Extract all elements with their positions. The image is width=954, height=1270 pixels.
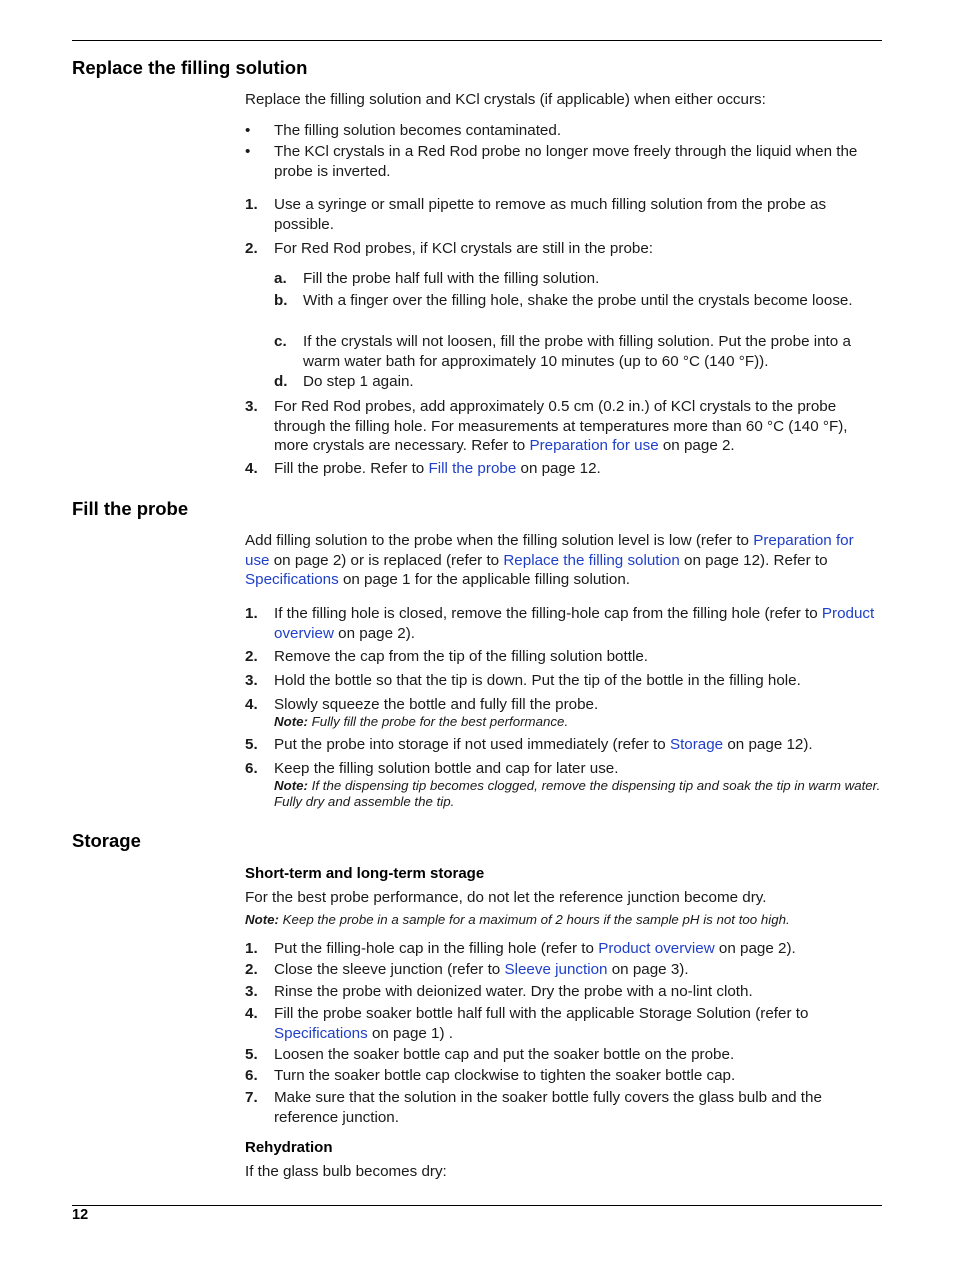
step-item: 1. If the filling hole is closed, remove the filling-hole cap from the filling hole (refer to Product overview on page 2). bbox=[245, 605, 875, 642]
substep-item: c. If the crystals will not loosen, fill the probe with filling solution. Put the probe into a warm water bath for approximately 10 minutes (up to 60 °C (140 °F)). bbox=[274, 333, 851, 370]
link-preparation-for-use[interactable]: Preparation for use bbox=[245, 532, 854, 569]
replace-intro: Replace the filling solution and KCl crystals (if applicable) when either occurs: bbox=[245, 91, 766, 108]
link-product-overview[interactable]: Product overview bbox=[598, 940, 715, 957]
step-item: 4. Fill the probe. Refer to Fill the probe on page 12. bbox=[245, 460, 601, 477]
bottom-rule bbox=[72, 1205, 882, 1206]
step-item: 4. Slowly squeeze the bottle and fully fill the probe. Note: Fully fill the probe for the best performance. bbox=[245, 695, 882, 730]
substep-item: d. Do step 1 again. bbox=[274, 373, 414, 390]
step-item: 3. For Red Rod probes, add approximately 0.5 cm (0.2 in.) of KCl crystals to the probe through the filling hole. For measurements at temperatures more than 60 °C (140 °F), more crystals are necessary. Refer to Preparation for use on page 2. bbox=[245, 398, 848, 454]
substep-item: a. Fill the probe half full with the filling solution. bbox=[274, 270, 600, 287]
list-item: • The KCl crystals in a Red Rod probe no longer move freely through the liquid when the probe is inverted. bbox=[245, 143, 858, 180]
step-item: 5. Put the probe into storage if not used immediately (refer to Storage on page 12). bbox=[245, 736, 813, 753]
link-fill-the-probe[interactable]: Fill the probe bbox=[428, 460, 517, 477]
step-item: 1. Put the filling-hole cap in the filling hole (refer to Product overview on page 2). bbox=[245, 940, 796, 957]
storage-intro: For the best probe performance, do not let the reference junction become dry. bbox=[245, 889, 767, 906]
step-item: 2. Close the sleeve junction (refer to Sleeve junction on page 3). bbox=[245, 961, 689, 978]
step-item: 7. Make sure that the solution in the soaker bottle fully covers the glass bulb and the reference junction. bbox=[245, 1089, 822, 1126]
link-replace-the-filling-solution[interactable]: Replace the filling solution bbox=[503, 551, 680, 569]
bullet: • bbox=[245, 122, 251, 139]
link-product-overview[interactable]: Product overview bbox=[274, 605, 875, 642]
top-rule bbox=[72, 40, 882, 41]
step-item: 3. Hold the bottle so that the tip is down. Put the tip of the bottle in the filling hole. bbox=[245, 672, 801, 689]
step-item: 4. Fill the probe soaker bottle half full with the applicable Storage Solution (refer to Specifications on page 1) . bbox=[245, 1005, 809, 1042]
page-number: 12 bbox=[72, 1207, 89, 1223]
note: Note: Fully fill the probe for the best performance. bbox=[274, 713, 569, 729]
link-storage[interactable]: Storage bbox=[669, 736, 724, 753]
heading-fill-the-probe: Fill the probe bbox=[72, 498, 189, 519]
link-specifications[interactable]: Specifications bbox=[245, 571, 339, 588]
step-item: 3. Rinse the probe with deionized water. Dry the probe with a no-lint cloth. bbox=[245, 983, 753, 1000]
link-specifications[interactable]: Specifications bbox=[274, 1024, 368, 1042]
note: Note: If the dispensing tip becomes clogged, remove the dispensing tip and soak the tip in warm water. Fully dry and assemble the tip. bbox=[274, 777, 881, 809]
heading-replace-filling-solution: Replace the filling solution bbox=[72, 57, 308, 78]
heading-storage: Storage bbox=[72, 830, 141, 851]
list-item: • The filling solution becomes contaminated. bbox=[245, 122, 562, 139]
step-item: 2. For Red Rod probes, if KCl crystals are still in the probe: bbox=[245, 240, 653, 257]
subheading-short-long-term-storage: Short-term and long-term storage bbox=[245, 865, 485, 882]
step-item: 6. Turn the soaker bottle cap clockwise to tighten the soaker bottle cap. bbox=[245, 1067, 736, 1084]
link-preparation-for-use[interactable]: Preparation for use bbox=[529, 437, 659, 454]
storage-note: Note: Keep the probe in a sample for a maximum of 2 hours if the sample pH is not too high. bbox=[245, 912, 790, 927]
substep-item: b. With a finger over the filling hole, shake the probe until the crystals become loose. bbox=[274, 292, 853, 309]
step-item: 1. Use a syringe or small pipette to remove as much filling solution from the probe as possible. bbox=[245, 196, 827, 233]
subheading-rehydration: Rehydration bbox=[245, 1139, 333, 1156]
step-item: 2. Remove the cap from the tip of the filling solution bottle. bbox=[245, 648, 648, 665]
step-item: 5. Loosen the soaker bottle cap and put the soaker bottle on the probe. bbox=[245, 1046, 735, 1063]
bullet: • bbox=[245, 143, 251, 160]
link-sleeve-junction[interactable]: Sleeve junction bbox=[504, 961, 608, 978]
fill-intro: Add filling solution to the probe when the filling solution level is low (refer to Preparation for use on page 2) or is replaced (refer to Replace the filling solution on page 12). Refer to Specifications on page 1 for the applicable filling solution. bbox=[245, 532, 854, 588]
step-item: 6. Keep the filling solution bottle and cap for later use. Note: If the dispensing tip becomes clogged, remove the dispensing tip and soak the tip in warm water. Fully dry and assemble the tip. bbox=[245, 760, 881, 809]
rehydration-text: If the glass bulb becomes dry: bbox=[245, 1163, 447, 1180]
